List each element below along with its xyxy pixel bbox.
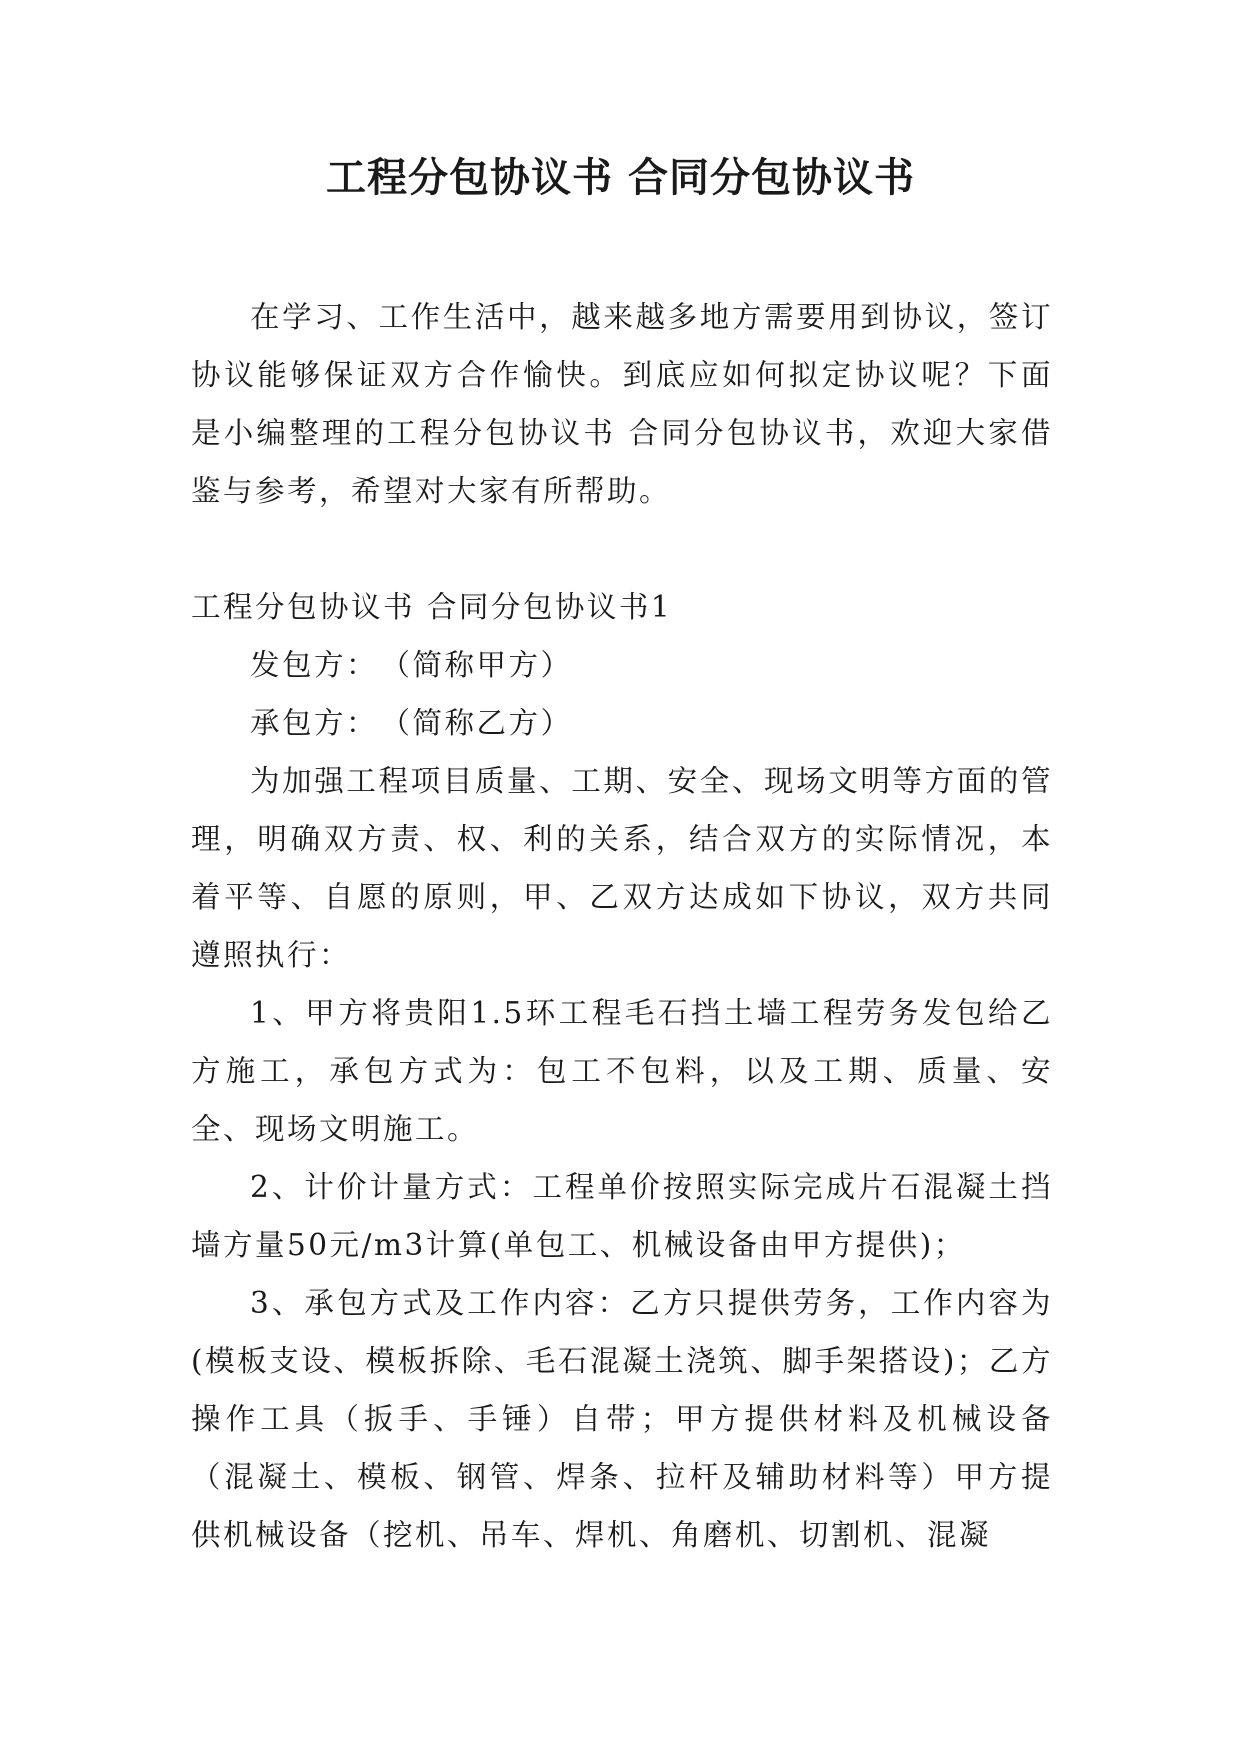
document-title: 工程分包协议书 合同分包协议书: [326, 154, 915, 201]
document-body: [191, 288, 1053, 1564]
party-a-line: 发包方： （简称甲方）: [250, 648, 573, 682]
clause-3: 3、承包方式及工作内容：乙方只提供劳务，工作内容为(模板支设、模板拆除、毛石混凝土浇筑、脚手架搭设)；乙方操作工具（扳手、手锤）自带；甲方提供材料及机械设备（混凝土、模板、钢管、焊条、拉杆及辅助材料等）甲方提供机械设备（挖机、吊车、焊机、角磨机、切割机、混凝: [191, 1286, 1053, 1552]
section-heading: 工程分包协议书 合同分包协议书1: [191, 590, 673, 624]
intro-paragraph: 在学习、工作生活中，越来越多地方需要用到协议，签订协议能够保证双方合作愉快。到底应如何拟定协议呢？下面是小编整理的工程分包协议书 合同分包协议书，欢迎大家借鉴与参考，希望对大家有所帮助。: [191, 300, 1053, 508]
paragraph-spacer: [191, 520, 1053, 578]
preamble-paragraph: 为加强工程项目质量、工期、安全、现场文明等方面的管理，明确双方责、权、利的关系，结合双方的实际情况，本着平等、自愿的原则，甲、乙双方达成如下协议，双方共同遵照执行：: [191, 764, 1053, 972]
clause-1: 1、甲方将贵阳1.5环工程毛石挡土墙工程劳务发包给乙方施工，承包方式为：包工不包料，以及工期、质量、安全、现场文明施工。: [191, 996, 1053, 1146]
clause-2: 2、计价计量方式：工程单价按照实际完成片石混凝土挡墙方量50元/m3计算(单包工、机械设备由甲方提供)；: [191, 1170, 1053, 1262]
party-b-line: 承包方： （简称乙方）: [250, 706, 573, 740]
